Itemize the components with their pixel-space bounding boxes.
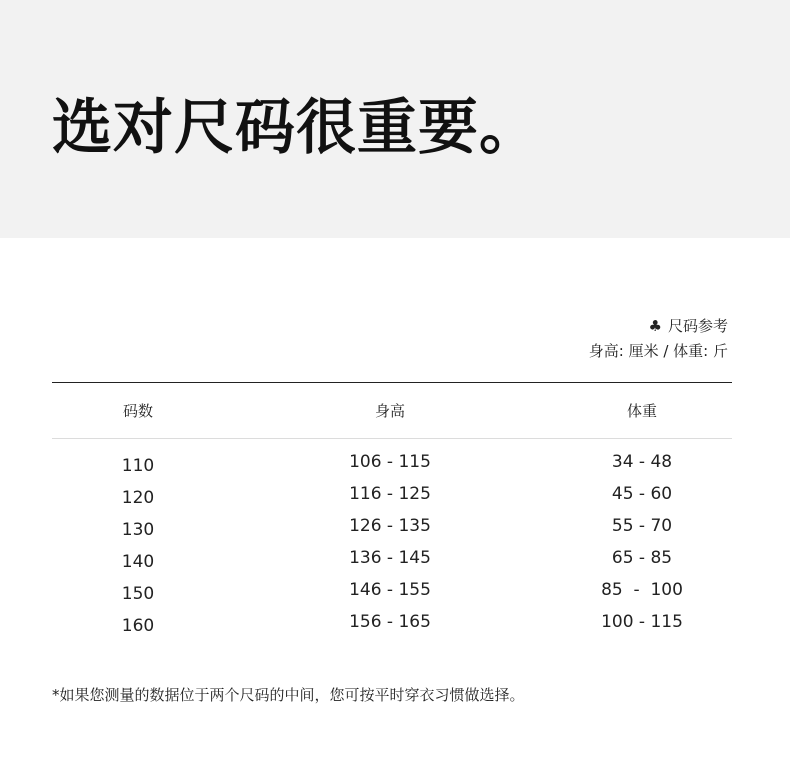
size-cell: 160 xyxy=(121,616,155,636)
hero-banner xyxy=(0,0,790,238)
table-header-divider xyxy=(52,438,732,439)
weight-cell: 55 - 70 xyxy=(611,516,673,536)
column-header-height: 身高 xyxy=(374,402,405,420)
table-row xyxy=(0,482,790,514)
height-cell: 156 - 165 xyxy=(349,612,431,632)
weight-cell: 85 - 100 xyxy=(601,580,683,600)
weight-cell: 34 - 48 xyxy=(611,452,673,472)
table-row xyxy=(0,610,790,642)
size-reference-label: 尺码参考 xyxy=(667,317,728,335)
table-row xyxy=(0,450,790,482)
table-top-divider xyxy=(52,382,732,383)
table-row xyxy=(0,514,790,546)
size-cell: 120 xyxy=(121,488,155,508)
size-table-body xyxy=(0,450,790,642)
weight-cell: 65 - 85 xyxy=(611,548,673,568)
column-header-size: 码数 xyxy=(122,402,153,420)
table-row xyxy=(0,578,790,610)
page-title: 选对尺码很重要。 xyxy=(52,93,540,163)
height-cell: 136 - 145 xyxy=(349,548,431,568)
footnote: *如果您测量的数据位于两个尺码的中间，您可按平时穿衣习惯做选择。 xyxy=(52,686,525,704)
height-cell: 146 - 155 xyxy=(349,580,431,600)
club-icon: ♣ xyxy=(648,317,662,335)
size-cell: 150 xyxy=(121,584,155,604)
units-note: 身高: 厘米 / 体重: 斤 xyxy=(588,342,728,360)
size-cell: 140 xyxy=(121,552,155,572)
table-row xyxy=(0,546,790,578)
height-cell: 126 - 135 xyxy=(349,516,431,536)
height-cell: 116 - 125 xyxy=(349,484,431,504)
size-reference-legend xyxy=(589,314,728,364)
weight-cell: 100 - 115 xyxy=(601,612,683,632)
column-header-weight: 体重 xyxy=(626,402,657,420)
size-cell: 130 xyxy=(121,520,155,540)
weight-cell: 45 - 60 xyxy=(611,484,673,504)
size-reference-label-line xyxy=(589,314,728,339)
height-cell: 106 - 115 xyxy=(349,452,431,472)
size-cell: 110 xyxy=(121,456,155,476)
